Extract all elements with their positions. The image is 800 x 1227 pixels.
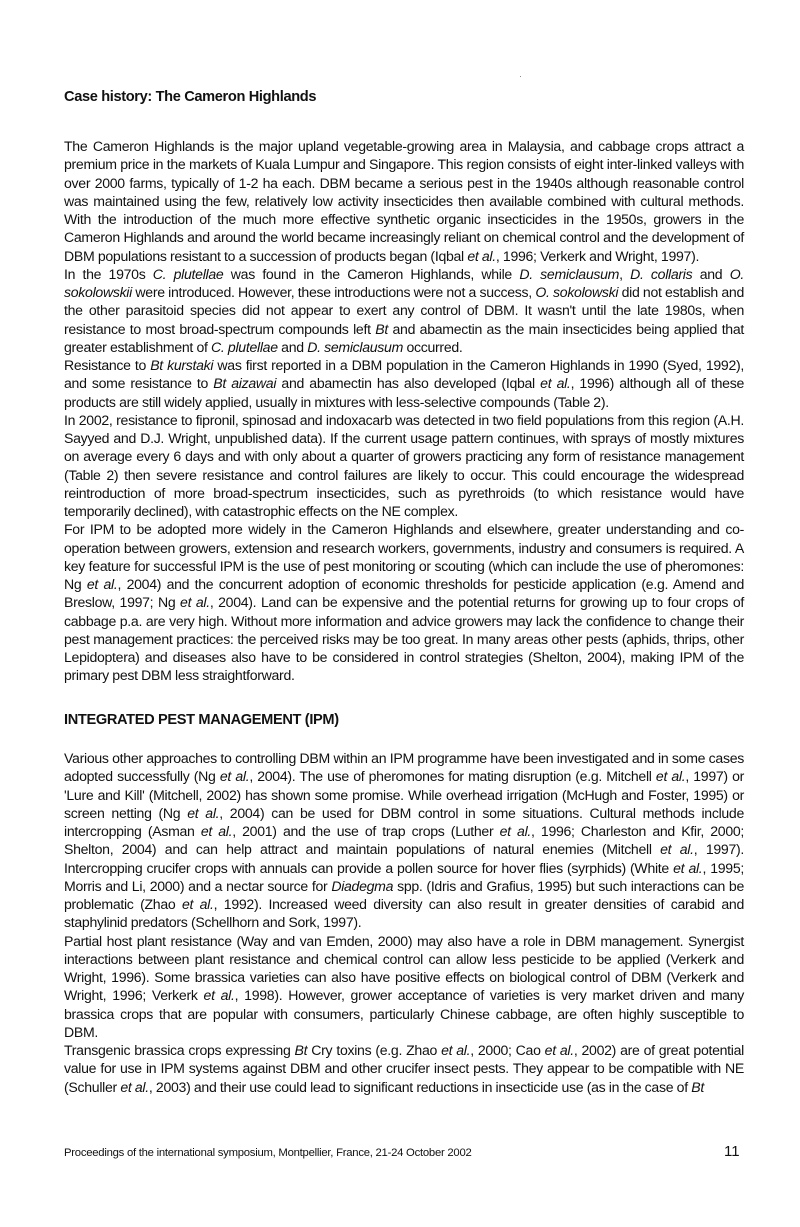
paragraph <box>64 356 744 411</box>
text-run: did not establish and the other parasitoid species did not appear to exert any control of DBM. It wasn't until the late 1980s, when resistance to most broad-spectrum compounds left <box>64 284 744 337</box>
italic-text-run: et al. <box>200 823 233 839</box>
italic-text-run: Bt <box>375 320 388 337</box>
text-run: Various other approaches to controlling DBM within an IPM programme have been investigated and in some cases adopted successfully (Ng <box>64 750 744 785</box>
text-run: Resistance to <box>64 357 151 373</box>
paragraph <box>64 749 744 932</box>
italic-text-run: et al. <box>180 594 210 611</box>
paragraph <box>64 1041 744 1096</box>
text-run: In the 1970s <box>64 265 153 282</box>
text-run: occurred. <box>403 338 463 355</box>
text-run: and abamectin as the main insecticides being applied that greater establishment of <box>64 320 744 355</box>
italic-text-run: C. plutellae <box>152 265 224 282</box>
italic-text-run: et al. <box>86 576 118 592</box>
italic-text-run: et al. <box>219 768 250 785</box>
italic-text-run: C. plutellae <box>211 338 278 355</box>
paragraph <box>64 932 744 1042</box>
italic-text-run: et al. <box>660 841 694 858</box>
italic-text-run: et al. <box>540 375 571 392</box>
text-run: , <box>619 265 631 282</box>
text-run: and abamectin has also developed (Iqbal <box>276 375 541 392</box>
text-run: , 2000; Cao <box>470 1042 545 1058</box>
scan-speck <box>520 76 521 77</box>
italic-text-run: et al. <box>467 247 496 264</box>
text-run: , 2001) and the use of trap crops (Luther <box>232 823 500 839</box>
text-run: spp. (Idris and Grafius, 1995) but such interactions can be problematic (Zhao <box>64 877 745 912</box>
text-run: and <box>692 265 730 282</box>
italic-text-run: D. semiclausum <box>307 338 404 355</box>
italic-text-run: et al. <box>655 768 686 785</box>
italic-text-run: Bt <box>294 1042 308 1058</box>
text-run: , 1995; Morris and Li, 2000) and a nectar source for <box>64 859 744 894</box>
text-run: The Cameron Highlands is the major upland vegetable-growing area in Malaysia, and cabbage crops attract a premium price in the markets of Kuala Lumpur and Singapore. This region consists of eight inter-linked valleys with over 2000 farms, typically of 1-2 ha each. DBM became a serious pest in the 1940s although reasonable control was maintained using the few, relatively low activity insecticides then available combined with cultural methods. With the introduction of the much more effective synthetic organic insecticides in the 1950s, growers in the Cameron Highlands and around the world became increasingly reliant on chemical control and the development of DBM populations resistant to a succession of products began (Iqbal <box>64 138 744 264</box>
paragraph <box>64 520 744 684</box>
italic-text-run: et al. <box>544 1042 574 1058</box>
italic-text-run: D. collaris <box>630 265 693 282</box>
text-run: , 2003) and their use could lead to significant reductions in insecticide use (as in the case of <box>148 1078 692 1095</box>
italic-text-run: O. sokolowski <box>535 284 619 300</box>
section-body-ipm <box>64 749 744 1096</box>
italic-text-run: Bt aizawai <box>213 375 277 392</box>
text-run: , 2004) can be used for DBM control in some situations. Cultural methods include intercropping (Asman <box>64 804 745 839</box>
text-run: , 1998). However, grower acceptance of varieties is very market driven and many brassica crops that are popular with consumers, particularly Chinese cabbage, are often highly susceptible to DBM. <box>64 987 745 1040</box>
italic-text-run: et al. <box>187 804 220 821</box>
text-run: For IPM to be adopted more widely in the Cameron Highlands and elsewhere, greater understanding and co-operation between growers, extension and research workers, governments, industry and consumers is required. A key feature for successful IPM is the use of pest monitoring or scouting (which can include the use of pheromones: Ng <box>64 521 744 592</box>
italic-text-run: et al. <box>673 859 703 876</box>
italic-text-run: et al. <box>441 1042 471 1058</box>
text-run: , 2002) are of great potential value for use in IPM systems against DBM and other crucifer insect pests. They appear to be compatible with NE (Schuller <box>64 1042 744 1095</box>
text-run: , 1997). Intercropping crucifer crops with annuals can provide a pollen source for hover flies (syrphids) (White <box>64 841 744 876</box>
text-run: , 2004). Land can be expensive and the potential returns for growing up to four crops of cabbage p.a. are very high. Without more information and advice growers may lack the confidence to change their pest management practices: the perceived risks may be too great. In many areas other pests (aphids, thrips, other Lepidoptera) and diseases also have to be considered in control strategies (Shelton, 2004), making IPM of the primary pest DBM less straightforward. <box>64 594 744 684</box>
footer-proceedings: Proceedings of the international symposium, Montpellier, France, 21-24 October 2002 <box>64 1147 472 1159</box>
text-run: were introduced. However, these introductions were not a success, <box>131 284 536 300</box>
text-run: , 1996; Verkerk and Wright, 1997). <box>495 247 700 264</box>
paragraph <box>64 411 744 521</box>
text-run: , 1992). Increased weed diversity can also result in greater densities of carabid and staphylinid predators (Schellhorn and Sork, 1997). <box>64 896 744 931</box>
paragraph <box>64 265 744 356</box>
section-body-case-history <box>64 137 744 685</box>
italic-text-run: Bt <box>691 1078 704 1095</box>
section-heading-ipm: INTEGRATED PEST MANAGEMENT (IPM) <box>64 712 339 728</box>
text-run: and <box>277 338 308 355</box>
text-run: was found in the Cameron Highlands, while <box>223 265 520 282</box>
text-run: Cry toxins (e.g. Zhao <box>307 1042 442 1058</box>
italic-text-run: D. semiclausum <box>519 265 620 282</box>
italic-text-run: O. sokolowskii <box>64 265 744 300</box>
italic-text-run: et al. <box>499 823 532 839</box>
text-run: In 2002, resistance to fipronil, spinosad and indoxacarb was detected in two field populations from this region (A.H. Sayyed and D.J. Wright, unpublished data). If the current usage pattern continues, with sprays of mostly mixtures on average every 6 days and with only about a quarter of growers practicing any form of resistance management (Table 2) then severe resistance and control failures are likely to occur. This could encourage the widespread reintroduction of more broad-spectrum insecticides, such as pyrethroids (to which resistance would have temporarily declined), with catastrophic effects on the NE complex. <box>64 411 744 519</box>
italic-text-run: et al. <box>120 1078 149 1095</box>
italic-text-run: et al. <box>203 987 235 1004</box>
text-run: , 2004) and the concurrent adoption of economic thresholds for pesticide application (e.g. Amend and Breslow, 1997; Ng <box>64 576 745 611</box>
text-run: , 1996) although all of these products are still widely applied, usually in mixtures with less-selective compounds (Table 2). <box>64 375 744 410</box>
italic-text-run: Bt kurstaki <box>150 357 214 373</box>
italic-text-run: et al. <box>181 896 214 912</box>
italic-text-run: Diadegma <box>331 877 394 894</box>
text-run: , 2004). The use of pheromones for mating disruption (e.g. Mitchell <box>249 768 656 785</box>
section-heading-case-history: Case history: The Cameron Highlands <box>64 89 317 105</box>
page-number: 11 <box>724 1143 740 1160</box>
text-run: Transgenic brassica crops expressing <box>64 1042 295 1058</box>
text-run: was first reported in a DBM population in the Cameron Highlands in 1990 (Syed, 1992), and some resistance to <box>64 357 744 392</box>
text-run: Partial host plant resistance (Way and van Emden, 2000) may also have a role in DBM management. Synergist interactions between plant resistance and chemical control can allow less pesticide to be applied (Verkerk and Wright, 1996). Some brassica varieties can also have positive effects on biological control of DBM (Verkerk and Wright, 1996; Verkerk <box>64 932 744 1004</box>
text-run: , 1996; Charleston and Kfir, 2000; Shelton, 2004) and can help attract and maintain populations of natural enemies (Mitchell <box>64 823 745 858</box>
text-run: , 1997) or 'Lure and Kill' (Mitchell, 2002) has shown some promise. While overhead irrigation (McHugh and Foster, 1995) or screen netting (Ng <box>64 768 745 821</box>
paragraph <box>64 137 744 265</box>
